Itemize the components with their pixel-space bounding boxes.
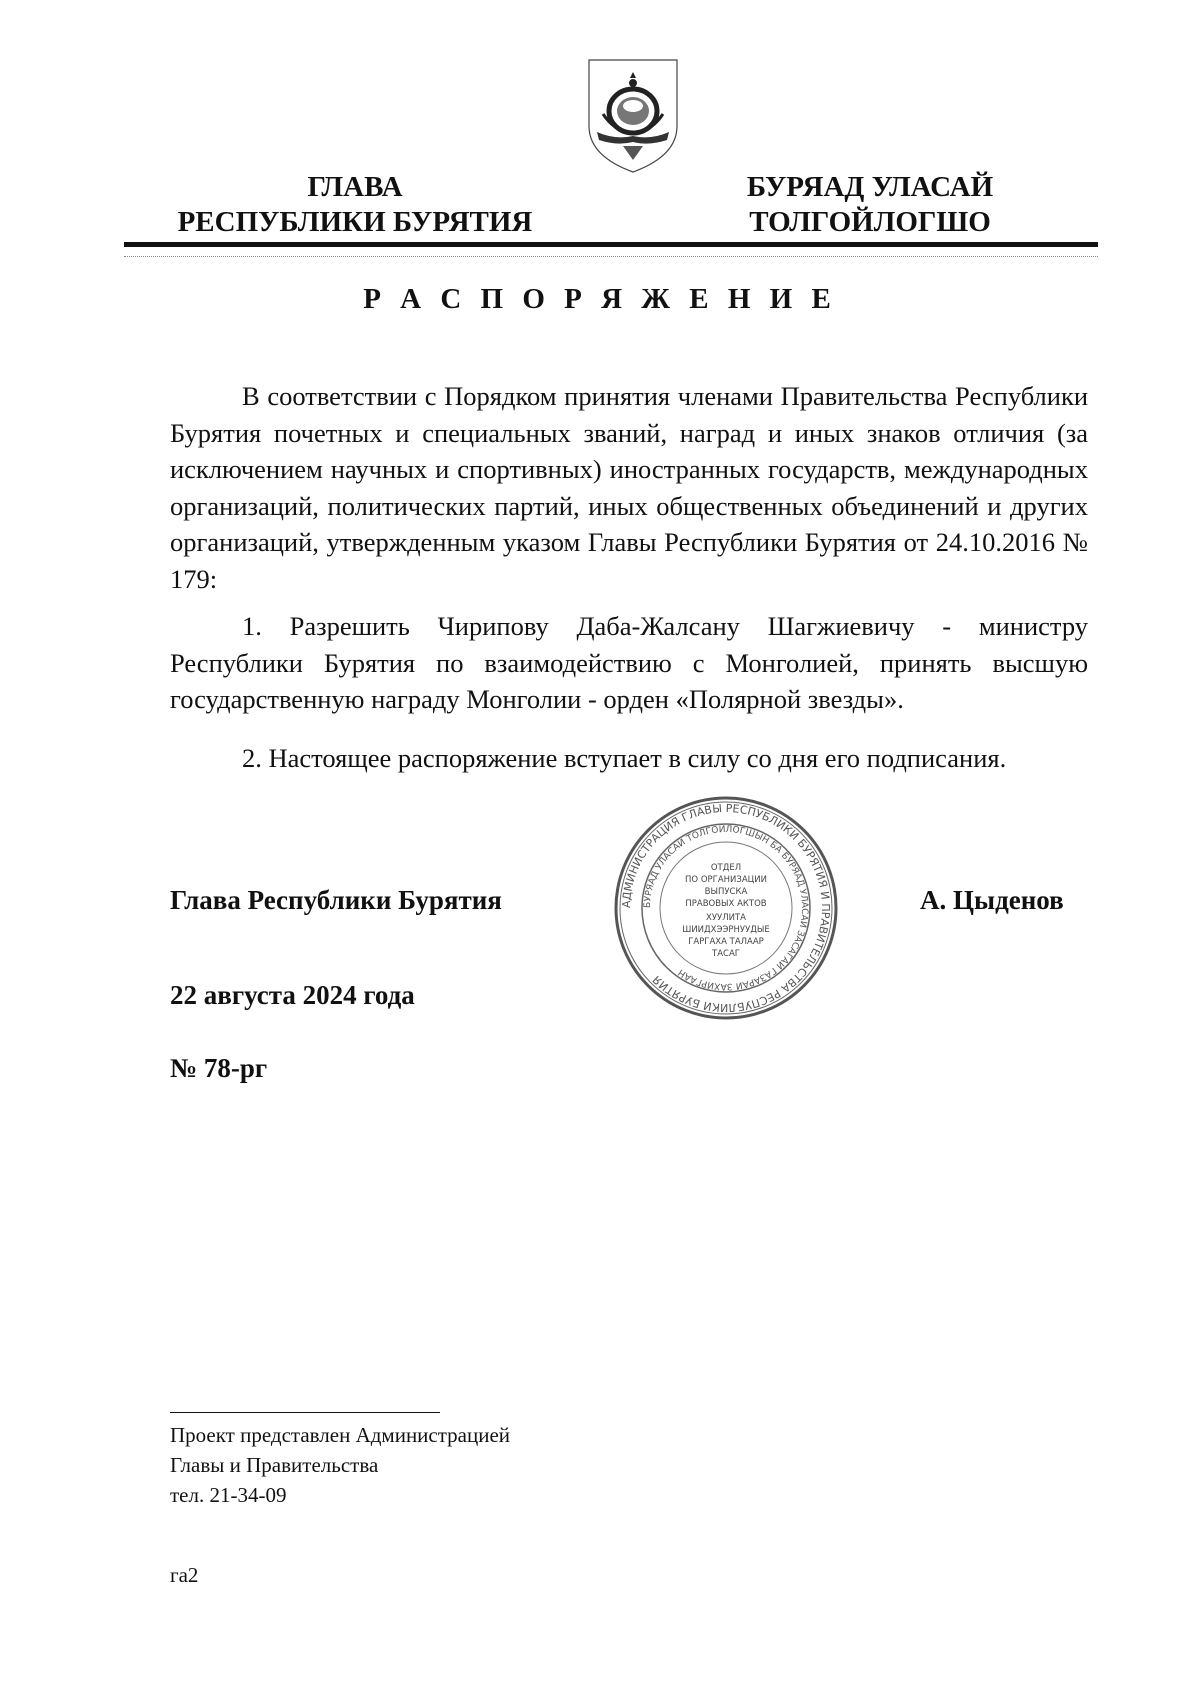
footnote-divider [170,1412,440,1413]
footnote-phone: тел. 21-34-09 [170,1483,287,1507]
signatory-position: Глава Республики Бурятия [170,885,502,915]
clause-2-paragraph: 2. Настоящее распоряжение вступает в силу со дня его подписания. [242,743,1007,773]
header-right-title: БУРЯАД УЛАСАЙ [746,171,994,203]
seal-center-line: ШИИДХЭЭРНУУДЫЕ [682,925,770,935]
signatory-name: А. Цыденов [920,885,1064,915]
footnote-code: га2 [170,1563,199,1587]
footnote-line-1: Проект представлен Администрацией [170,1423,511,1447]
header-left [170,170,540,240]
header-divider-thin [124,256,1098,257]
seal-center-line: ТАСАГ [712,949,740,959]
header-left-subtitle: РЕСПУБЛИКИ БУРЯТИЯ [177,206,533,238]
header-left-title: ГЛАВА [307,171,403,203]
clause-1-paragraph: 1. Разрешить Чирипову Даба-Жалсану Шагжиевичу - министру Республики Бурятия по взаимодействию с Монголией, принять высшую государственную награду Монголии - орден «Полярной звезды». [170,611,1088,714]
seal-center-line: ХУУЛИТА [706,913,746,923]
seal-center-line: ОТДЕЛ [710,863,742,873]
seal-center-line: ПРАВОВЫХ АКТОВ [685,899,767,909]
header-right-subtitle: ТОЛГОЙЛОГШО [749,206,991,238]
header-right [720,170,1020,240]
seal-center-line: ГАРГАХА ТАЛААР [688,937,764,947]
official-seal-stamp [612,794,840,1022]
coat-of-arms-emblem [583,56,683,176]
header-divider-thick [124,242,1098,247]
seal-center-line: ВЫПУСКА [704,887,748,897]
document-date: 22 августа 2024 года [170,980,415,1010]
seal-inner-text: БУРЯАД УЛАСАЙ ТОЛГОЙЛОГШЫН БА БУРЯАД УЛАСАЙ ЗАСАГАЙ ГАЗАРАЙ ЗАХИРГААН [642,824,810,992]
document-number: № 78-рг [170,1053,268,1083]
footnote-line-2: Главы и Правительства [170,1453,379,1477]
seal-outer-text: АДМИНИСТРАЦИЯ ГЛАВЫ РЕСПУБЛИКИ БУРЯТИЯ И ПРАВИТЕЛЬСТВА РЕСПУБЛИКИ БУРЯТИЯ [619,801,833,1015]
seal-center-line: ПО ОРГАНИЗАЦИИ [685,875,767,885]
preamble-paragraph: В соответствии с Порядком принятия членами Правительства Республики Бурятия почетных и специальных званий, наград и иных знаков отличия (за исключением научных и спортивных) иностранных государств, международных организаций, политических партий, иных общественных объединений и других организаций, утвержденным указом Главы Республики Бурятия от 24.10.2016 № 179: [170,381,1088,594]
document-type-title: Р А С П О Р Я Ж Е Н И Е [363,283,837,315]
